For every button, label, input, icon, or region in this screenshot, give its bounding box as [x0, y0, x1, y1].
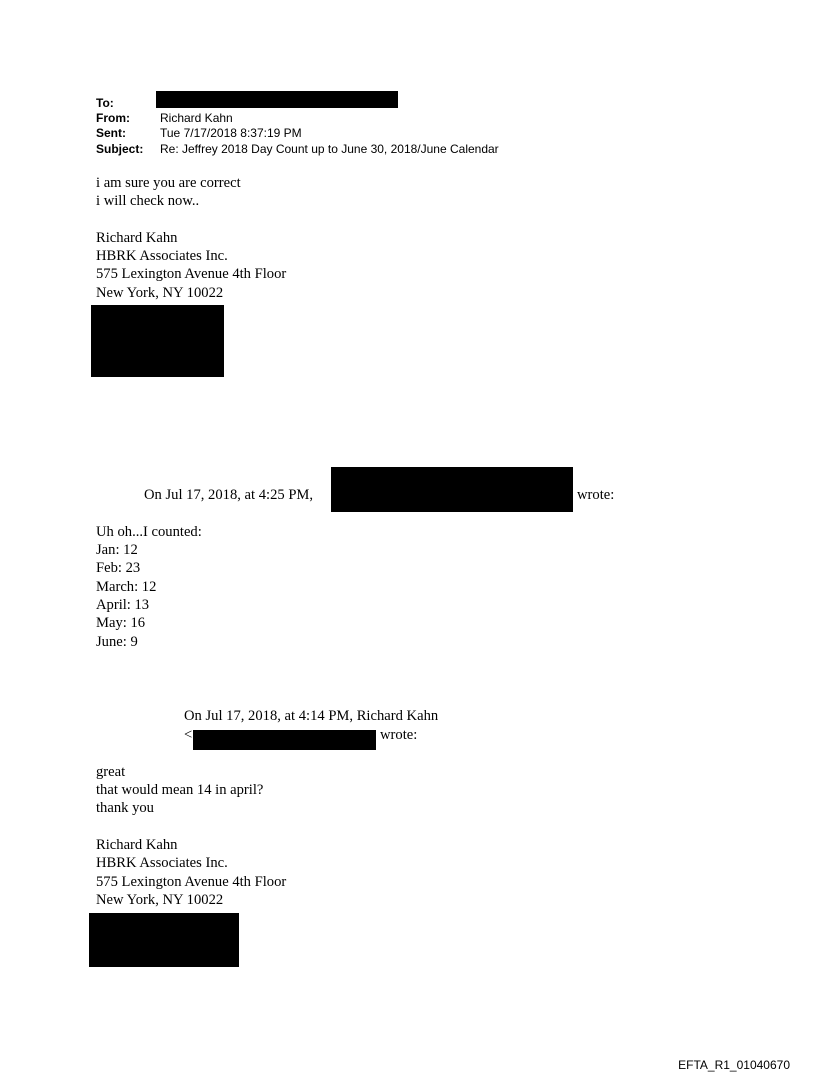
signature-city: New York, NY 10022: [96, 285, 224, 301]
bates-number: EFTA_R1_01040670: [678, 1058, 790, 1072]
signature2-company: HBRK Associates Inc.: [96, 855, 228, 871]
counts-intro: Uh oh...I counted:: [96, 524, 202, 540]
quote1-suffix: wrote:: [577, 487, 615, 503]
redaction-signature-1: [91, 305, 224, 377]
count-line-april: April: 13: [96, 597, 150, 613]
redaction-quote1-sender: [331, 467, 573, 512]
reply-line: i am sure you are correct: [96, 175, 241, 191]
count-line-march: March: 12: [96, 579, 157, 595]
reply-line: i will check now..: [96, 193, 200, 209]
signature-name: Richard Kahn: [96, 230, 178, 246]
message2-line: thank you: [96, 800, 154, 816]
message2-line: great: [96, 764, 126, 780]
redaction-to-address: [156, 91, 398, 108]
to-label: To:: [96, 96, 114, 110]
quote2-line1: On Jul 17, 2018, at 4:14 PM, Richard Kahn: [184, 708, 439, 724]
from-label: From:: [96, 111, 130, 125]
count-line-june: June: 9: [96, 634, 138, 650]
count-line-feb: Feb: 23: [96, 560, 141, 576]
quote1-prefix: On Jul 17, 2018, at 4:25 PM,: [144, 487, 314, 503]
redaction-quote2-email: [193, 730, 376, 750]
from-value: Richard Kahn: [160, 111, 233, 125]
quote2-line2-prefix: <: [184, 727, 193, 743]
redaction-signature-2: [89, 913, 239, 967]
sent-label: Sent:: [96, 126, 126, 140]
signature2-address: 575 Lexington Avenue 4th Floor: [96, 874, 287, 890]
message2-line: that would mean 14 in april?: [96, 782, 264, 798]
count-line-may: May: 16: [96, 615, 146, 631]
subject-value: Re: Jeffrey 2018 Day Count up to June 30, 2018/June Calendar: [160, 142, 499, 156]
signature2-name: Richard Kahn: [96, 837, 178, 853]
sent-value: Tue 7/17/2018 8:37:19 PM: [160, 126, 302, 140]
signature2-city: New York, NY 10022: [96, 892, 224, 908]
quote2-line2-suffix: wrote:: [380, 727, 418, 743]
signature-address: 575 Lexington Avenue 4th Floor: [96, 266, 287, 282]
subject-label: Subject:: [96, 142, 144, 156]
signature-company: HBRK Associates Inc.: [96, 248, 228, 264]
count-line-jan: Jan: 12: [96, 542, 138, 558]
